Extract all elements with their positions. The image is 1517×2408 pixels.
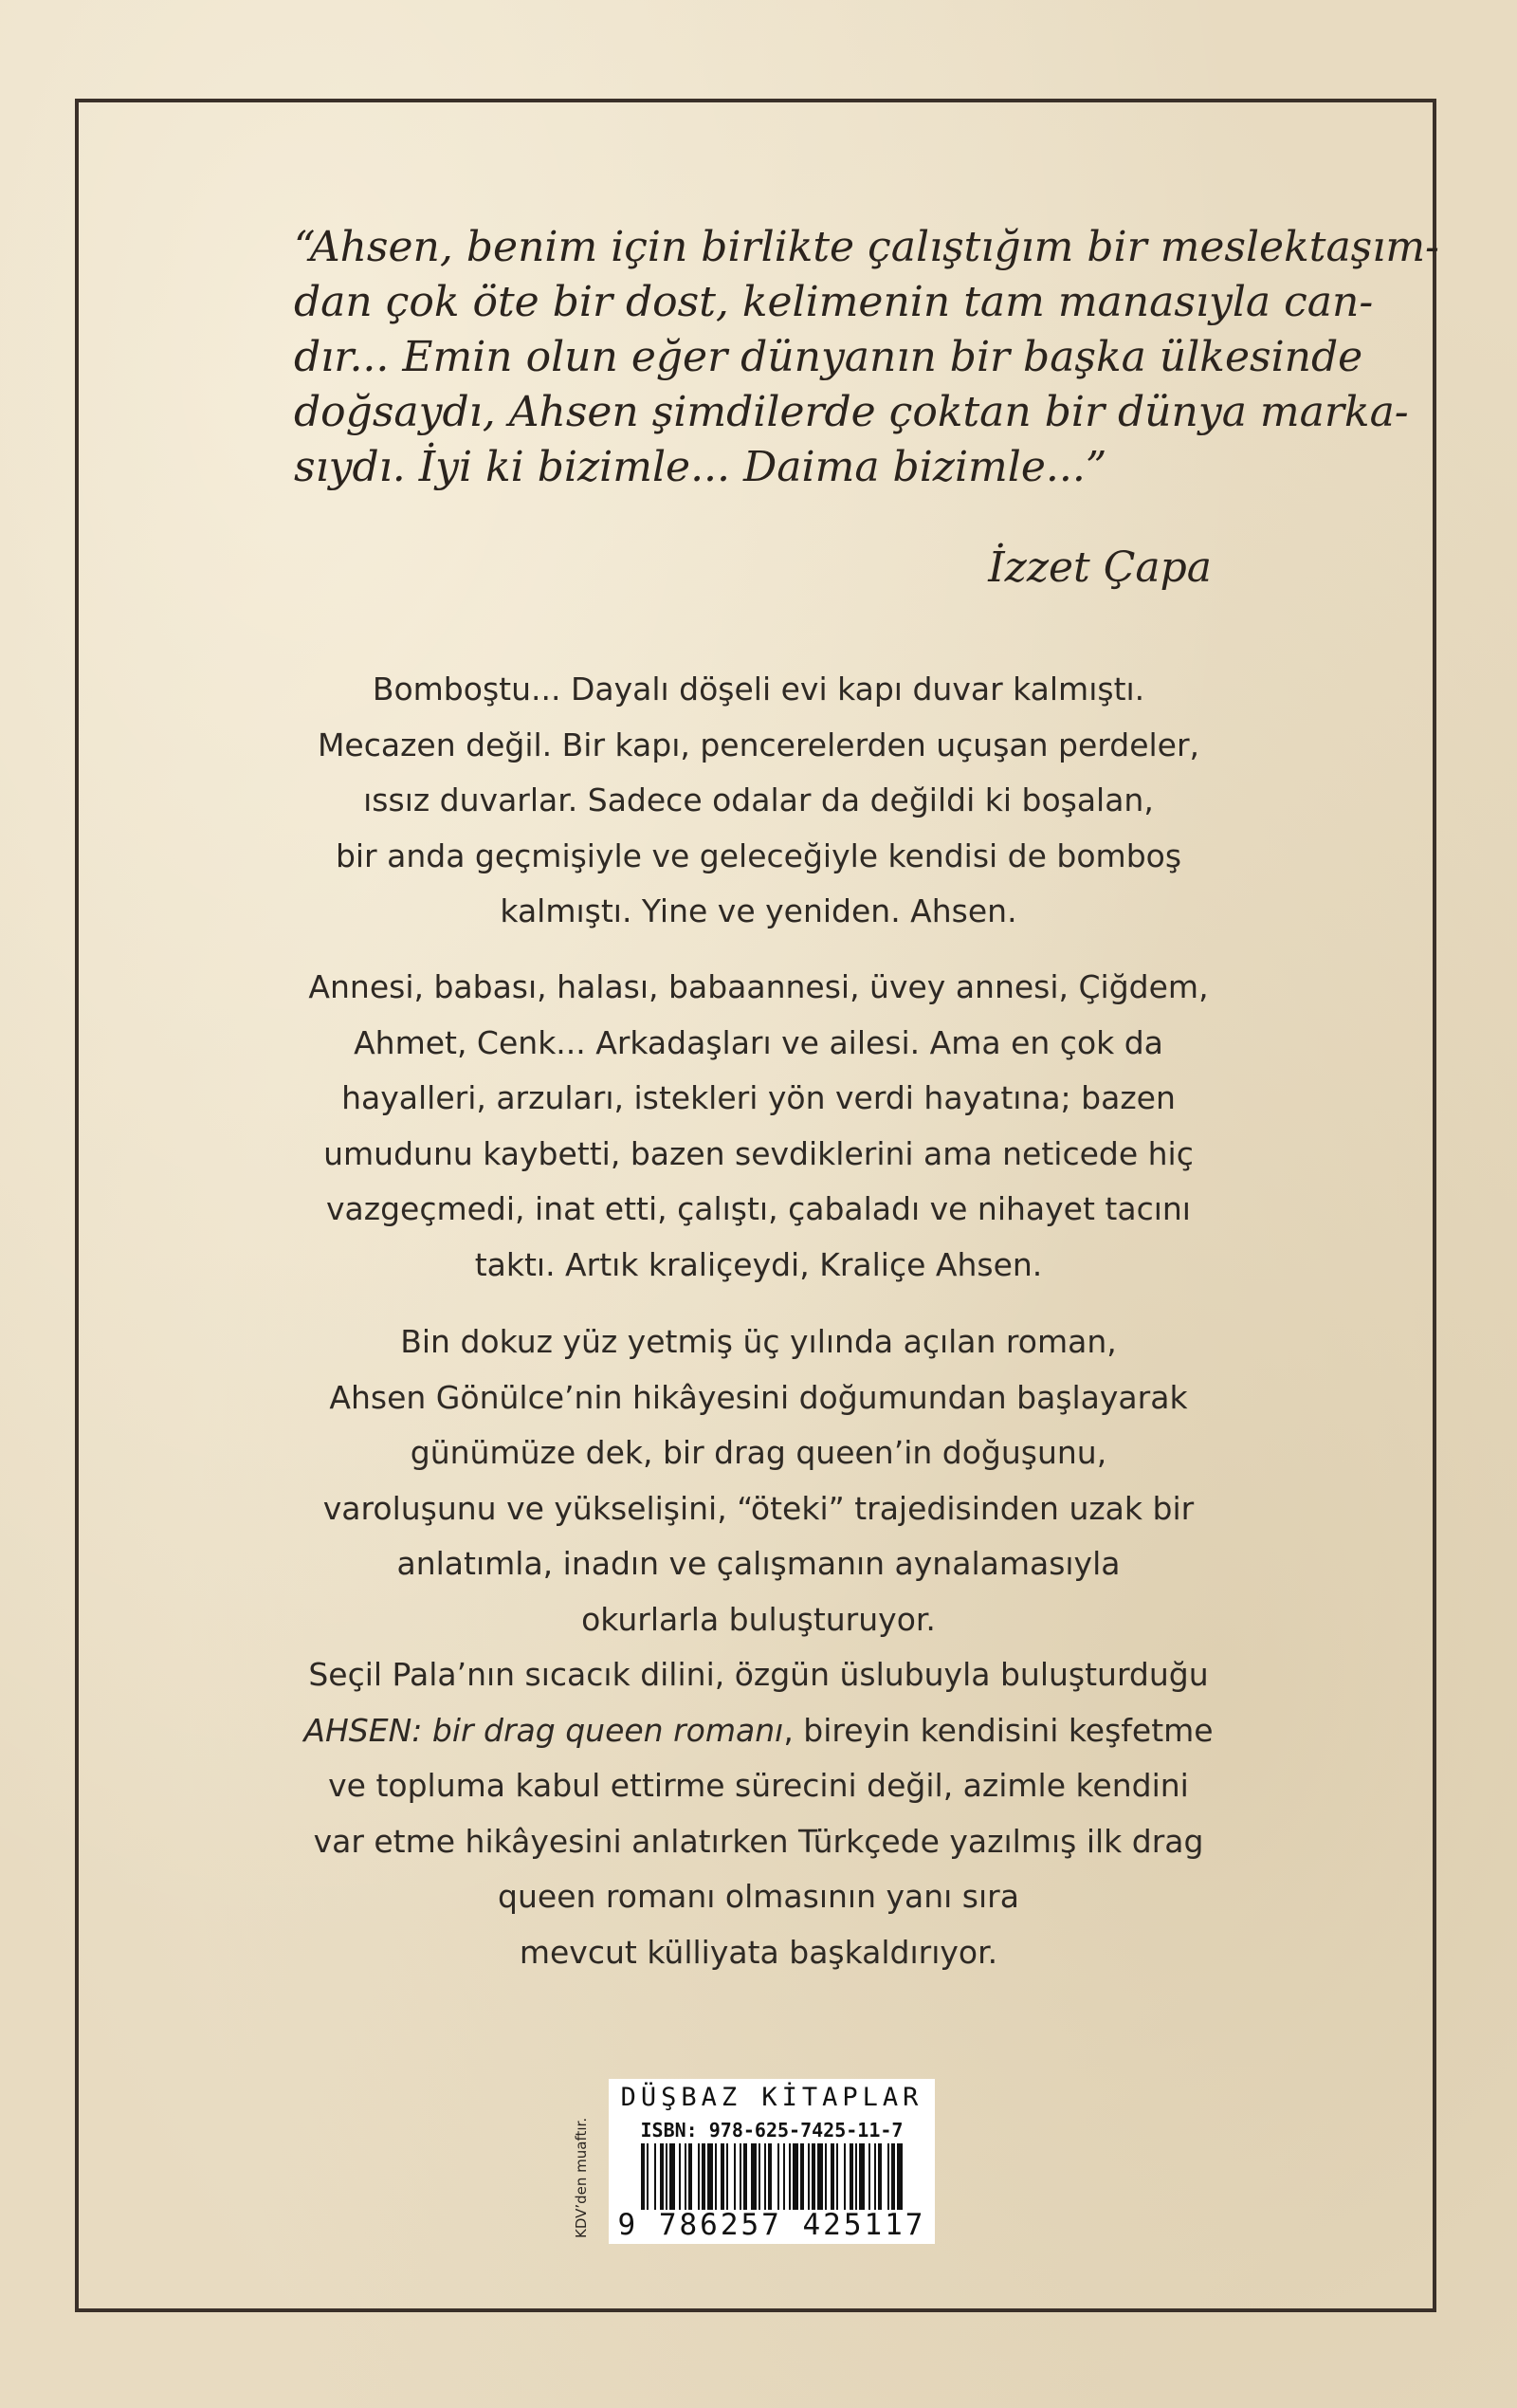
paragraph-line: ıssız duvarlar. Sadece odalar da değildi ki boşalan, (363, 781, 1154, 818)
vat-exempt-note: KDV’den muaftır. (573, 2117, 590, 2238)
paragraph-line: Mecazen değil. Bir kapı, pencerelerden uçuşan perdeler, (317, 726, 1200, 763)
barcode-bar (647, 2143, 649, 2210)
paragraph-line: bir anda geçmişiyle ve geleceğiyle kendisi de bomboş (335, 836, 1182, 874)
book-title: AHSEN: bir drag queen romanı (303, 1711, 784, 1749)
paragraph-line: queen romanı olmasının yanı sıra (498, 1878, 1019, 1915)
barcode-bar (641, 2143, 645, 2210)
barcode-bar (660, 2143, 664, 2210)
barcode-bar (887, 2143, 889, 2210)
isbn-label: ISBN: 978-625-7425-11-7 (640, 2119, 904, 2141)
publisher-name: DÜŞBAZ KİTAPLAR (620, 2083, 923, 2112)
barcode-bar (855, 2143, 857, 2210)
paragraph-line: umudunu kaybetti, bazen sevdiklerini ama neticede hiç (323, 1134, 1194, 1172)
paragraph-line: vazgeçmedi, inat etti, çalıştı, çabaladı ve nihayet tacını (326, 1190, 1191, 1227)
paragraph-1 (284, 662, 1233, 940)
paragraph-line: kalmıştı. Yine ve yeniden. Ahsen. (500, 892, 1017, 929)
paragraph-line: ve topluma kabul ettirme sürecini değil, azimle kendini (328, 1767, 1189, 1804)
quote-line: dır... Emin olun eğer dünyanın bir başka ülkesinde (294, 333, 1363, 381)
quote-line: dan çok öte bir dost, kelimenin tam manasıyla can- (294, 278, 1374, 326)
barcode-bar (698, 2143, 700, 2210)
barcode-bar (715, 2143, 717, 2210)
paragraph-line: hayalleri, arzuları, istekleri yön verdi hayatına; bazen (341, 1079, 1176, 1116)
paragraph-3 (284, 1314, 1233, 1647)
paragraph-line: mevcut külliyata başkaldırıyor. (519, 1933, 998, 1971)
barcode-bar (878, 2143, 882, 2210)
barcode-bar (654, 2143, 656, 2210)
barcode-bars (641, 2143, 903, 2210)
barcode-label (609, 2079, 935, 2244)
barcode-bar (789, 2143, 791, 2210)
paragraph-line: okurlarla buluşturuyor. (581, 1600, 936, 1638)
barcode-bar (844, 2143, 846, 2210)
barcode-bar (836, 2143, 838, 2210)
paragraph-line: anlatımla, inadın ve çalışmanın aynalamasıyla (396, 1545, 1121, 1582)
paragraph-line: var etme hikâyesini anlatırken Türkçede yazılmış ilk drag (313, 1822, 1204, 1860)
barcode-bar (812, 2143, 815, 2210)
barcode-bar (891, 2143, 895, 2210)
barcode-bar (688, 2143, 692, 2210)
paragraph-line: Bomboştu... Dayalı döşeli evi kapı duvar kalmıştı. (372, 671, 1145, 708)
barcode-bar (800, 2143, 804, 2210)
quote-author: İzzet Çapa (988, 543, 1212, 592)
barcode-bar (808, 2143, 810, 2210)
barcode-bar (740, 2143, 741, 2210)
barcode-bar (817, 2143, 823, 2210)
paragraph-line-rest: , bireyin kendisini keşfetme (783, 1711, 1214, 1749)
barcode-bar (859, 2143, 865, 2210)
barcode-bar (743, 2143, 747, 2210)
paragraph-line: Bin dokuz yüz yetmiş üç yılında açılan roman, (400, 1323, 1117, 1360)
barcode-bar (874, 2143, 876, 2210)
barcode-bar (751, 2143, 757, 2210)
barcode-bar (868, 2143, 870, 2210)
barcode-bar (679, 2143, 681, 2210)
barcode-bar (721, 2143, 724, 2210)
paragraph-line: günümüze dek, bir drag queen’in doğuşunu, (410, 1434, 1107, 1471)
barcode-bar (897, 2143, 903, 2210)
barcode-bar (758, 2143, 760, 2210)
paragraph-line (284, 1703, 1233, 1759)
isbn-digits: 9 786257 425117 (617, 2208, 926, 2242)
barcode-bar (850, 2143, 853, 2210)
blurb-quote (294, 220, 1439, 495)
paragraph-4 (284, 1647, 1233, 1980)
barcode-bar (783, 2143, 785, 2210)
barcode-bar (734, 2143, 736, 2210)
paragraph-line: varoluşunu ve yükselişini, “öteki” trajedisinden uzak bir (322, 1489, 1195, 1527)
quote-line: doğsaydı, Ahsen şimdilerde çoktan bir dünya marka- (294, 388, 1409, 436)
barcode-bar (669, 2143, 675, 2210)
barcode-bar (768, 2143, 772, 2210)
paragraph-line: Ahmet, Cenk... Arkadaşları ve ailesi. Ama en çok da (354, 1023, 1163, 1061)
barcode-bar (777, 2143, 779, 2210)
paragraph-line: Ahsen Gönülce’nin hikâyesini doğumundan başlayarak (329, 1378, 1188, 1416)
paragraph-line: Seçil Pala’nın sıcacık dilini, özgün üslubuyla buluşturduğu (308, 1656, 1209, 1693)
barcode-bar (685, 2143, 686, 2210)
paragraph-2 (284, 960, 1233, 1293)
barcode-bar (666, 2143, 667, 2210)
quote-line: “Ahsen, benim için birlikte çalıştığım bir meslektaşım- (294, 223, 1439, 271)
barcode-bar (793, 2143, 798, 2210)
barcode-bar (726, 2143, 728, 2210)
quote-line: sıydı. İyi ki bizimle... Daima bizimle...” (294, 443, 1107, 491)
barcode-bar (831, 2143, 834, 2210)
barcode-bar (764, 2143, 766, 2210)
barcode-bar (702, 2143, 705, 2210)
barcode-bar (707, 2143, 713, 2210)
paragraph-line: taktı. Artık kraliçeydi, Kraliçe Ahsen. (474, 1245, 1043, 1283)
paragraph-line: Annesi, babası, halası, babaannesi, üvey annesi, Çiğdem, (308, 968, 1209, 1005)
barcode-bar (825, 2143, 827, 2210)
